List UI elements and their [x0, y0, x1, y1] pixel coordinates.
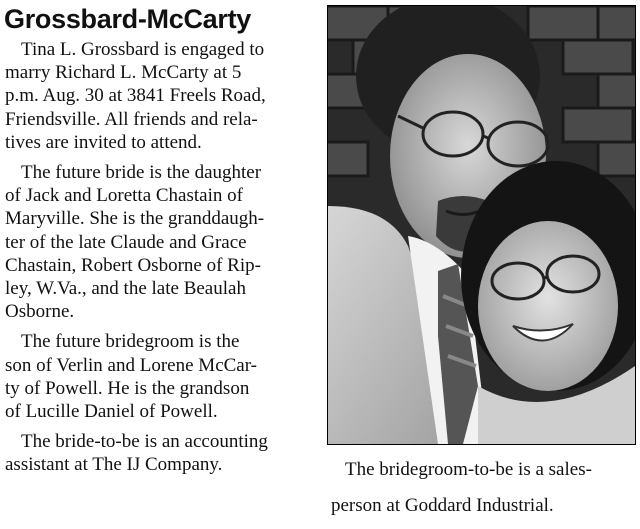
photo-caption — [331, 452, 636, 524]
couple-photo — [327, 5, 636, 445]
text-line: ty of Powell. He is the grandson — [5, 377, 250, 399]
text-line: Chastain, Robert Osborne of Rip- — [5, 254, 261, 276]
text-line: of Jack and Loretta Chastain of — [5, 185, 243, 207]
text-line: Tina L. Grossbard is engaged to — [21, 39, 265, 60]
text-line: ter of the late Claude and Grace — [5, 231, 247, 253]
text-line: Friendsville. All friends and rela- — [5, 108, 258, 130]
text-line: The future bridegroom is the — [21, 331, 240, 353]
text-line: The future bride is the daughter — [21, 162, 262, 184]
text-line: assistant at The IJ Company. — [5, 454, 223, 476]
text-line: of Lucille Daniel of Powell. — [5, 401, 218, 423]
paragraph-groom-family — [5, 330, 317, 423]
text-line: son of Verlin and Lorene McCar- — [5, 354, 258, 376]
text-line: marry Richard L. McCarty at 5 — [5, 62, 242, 84]
caption-line: The bridegroom-to-be is a sales- — [345, 459, 592, 480]
paragraph-bride-family — [5, 161, 317, 323]
text-line: The bride-to-be is an accounting — [21, 431, 268, 453]
caption-line: person at Goddard Industrial. — [331, 495, 554, 516]
text-line: ley, W.Va., and the late Beaulah — [5, 278, 246, 300]
text-line: Osborne. — [5, 301, 75, 323]
paragraph-bride-occupation — [5, 430, 317, 476]
text-line: p.m. Aug. 30 at 3841 Freels Road, — [5, 85, 266, 107]
text-line: Maryville. She is the granddaugh- — [5, 208, 265, 230]
article-body — [5, 38, 317, 484]
paragraph-engagement — [5, 38, 317, 154]
text-line: tives are invited to attend. — [5, 131, 202, 153]
headline: Grossbard-McCarty — [4, 4, 251, 34]
couple-portrait-icon — [328, 6, 635, 444]
